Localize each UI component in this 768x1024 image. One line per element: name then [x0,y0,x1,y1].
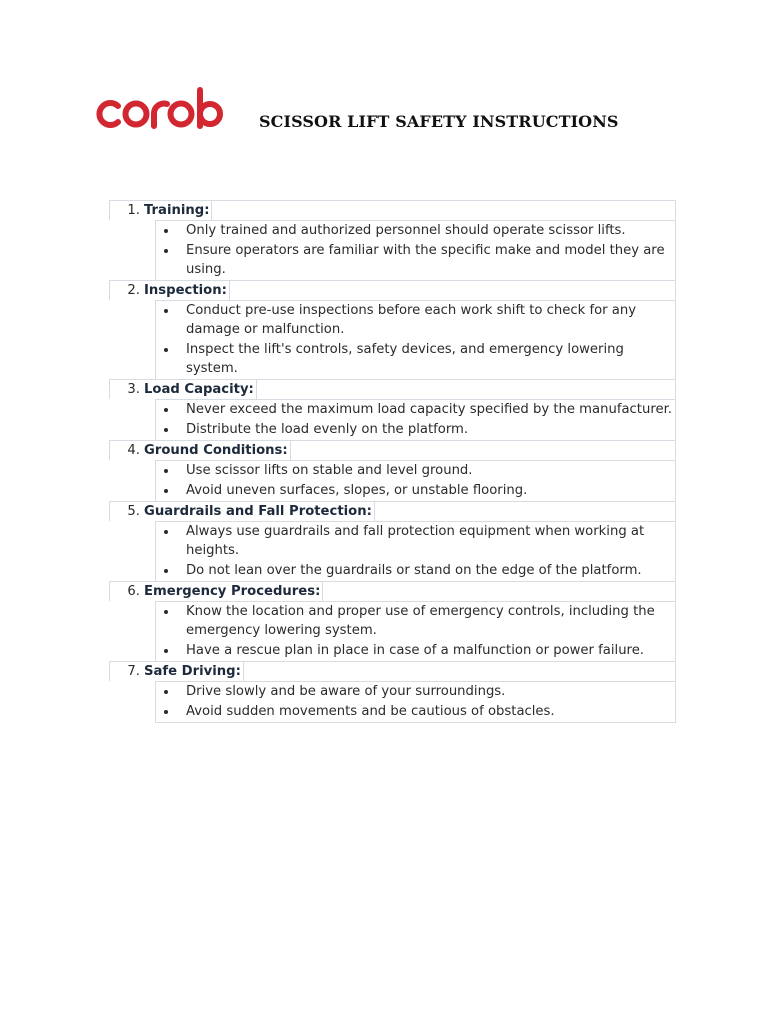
bullet-text: Do not lean over the guardrails or stand on the edge of the platform. [186,563,642,578]
instruction-section [109,280,676,379]
bullet-icon [156,682,186,701]
list-border-end [155,722,676,723]
corob-logo [92,86,224,134]
bullet-text: Only trained and authorized personnel should operate scissor lifts. [186,223,626,238]
instruction-section [109,440,676,501]
page-title: SCISSOR LIFT SAFETY INSTRUCTIONS [259,112,619,131]
list-item [156,241,675,280]
bullet-text: Inspect the lift's controls, safety devices, and emergency lowering system. [186,342,624,376]
section-heading-row [109,661,676,681]
bullet-list [155,460,676,501]
section-heading-row [109,200,676,220]
section-heading-row [109,280,676,300]
bullet-icon [156,522,186,560]
bullet-list [155,601,676,661]
bullet-text: Avoid uneven surfaces, slopes, or unstable flooring. [186,483,528,498]
section-number: 3. [127,382,140,397]
section-heading-row [109,440,676,460]
list-item [156,522,675,561]
section-heading-row [109,379,676,399]
section-heading: Safe Driving: [144,662,244,681]
list-item [156,682,675,702]
section-number: 6. [127,584,140,599]
safety-instructions-list [109,200,676,723]
bullet-icon [156,461,186,480]
bullet-text: Ensure operators are familiar with the specific make and model they are using. [186,243,665,277]
list-item [156,561,675,581]
bullet-icon [156,241,186,279]
list-item [156,221,675,241]
section-heading: Emergency Procedures: [144,582,323,601]
section-heading-row [109,501,676,521]
bullet-icon [156,641,186,660]
bullet-text: Drive slowly and be aware of your surroundings. [186,684,506,699]
instruction-section [109,581,676,661]
section-number: 5. [127,504,140,519]
bullet-list [155,521,676,581]
instruction-section [109,200,676,280]
list-item [156,461,675,481]
bullet-icon [156,561,186,580]
bullet-text: Use scissor lifts on stable and level ground. [186,463,473,478]
section-number: 1. [127,203,140,218]
section-number: 7. [127,664,140,679]
bullet-text: Never exceed the maximum load capacity specified by the manufacturer. [186,402,672,417]
section-heading-row [109,581,676,601]
bullet-icon [156,301,186,339]
bullet-icon [156,340,186,378]
bullet-text: Avoid sudden movements and be cautious of obstacles. [186,704,555,719]
section-heading: Guardrails and Fall Protection: [144,502,375,521]
bullet-icon [156,602,186,640]
section-number: 4. [127,443,140,458]
section-heading: Ground Conditions: [144,441,291,460]
bullet-icon [156,702,186,721]
bullet-icon [156,481,186,500]
corob-logo-mark [92,86,224,134]
section-heading: Inspection: [144,281,230,300]
list-item [156,481,675,501]
bullet-icon [156,400,186,419]
list-item [156,400,675,420]
bullet-text: Always use guardrails and fall protection equipment when working at heights. [186,524,645,558]
bullet-list [155,220,676,280]
section-heading: Training: [144,201,212,220]
list-item [156,420,675,440]
instruction-section [109,501,676,581]
bullet-list [155,399,676,440]
bullet-text: Conduct pre-use inspections before each work shift to check for any damage or malfunction. [186,303,637,337]
list-item [156,340,675,379]
bullet-text: Have a rescue plan in place in case of a malfunction or power failure. [186,643,644,658]
bullet-text: Distribute the load evenly on the platform. [186,422,469,437]
bullet-list [155,681,676,722]
bullet-text: Know the location and proper use of emergency controls, including the emergency lowering system. [186,604,655,638]
section-heading: Load Capacity: [144,380,257,399]
section-number: 2. [127,283,140,298]
bullet-list [155,300,676,379]
list-item [156,702,675,722]
instruction-section [109,661,676,722]
bullet-icon [156,420,186,439]
list-item [156,641,675,661]
list-item [156,301,675,340]
list-item [156,602,675,641]
bullet-icon [156,221,186,240]
instruction-section [109,379,676,440]
